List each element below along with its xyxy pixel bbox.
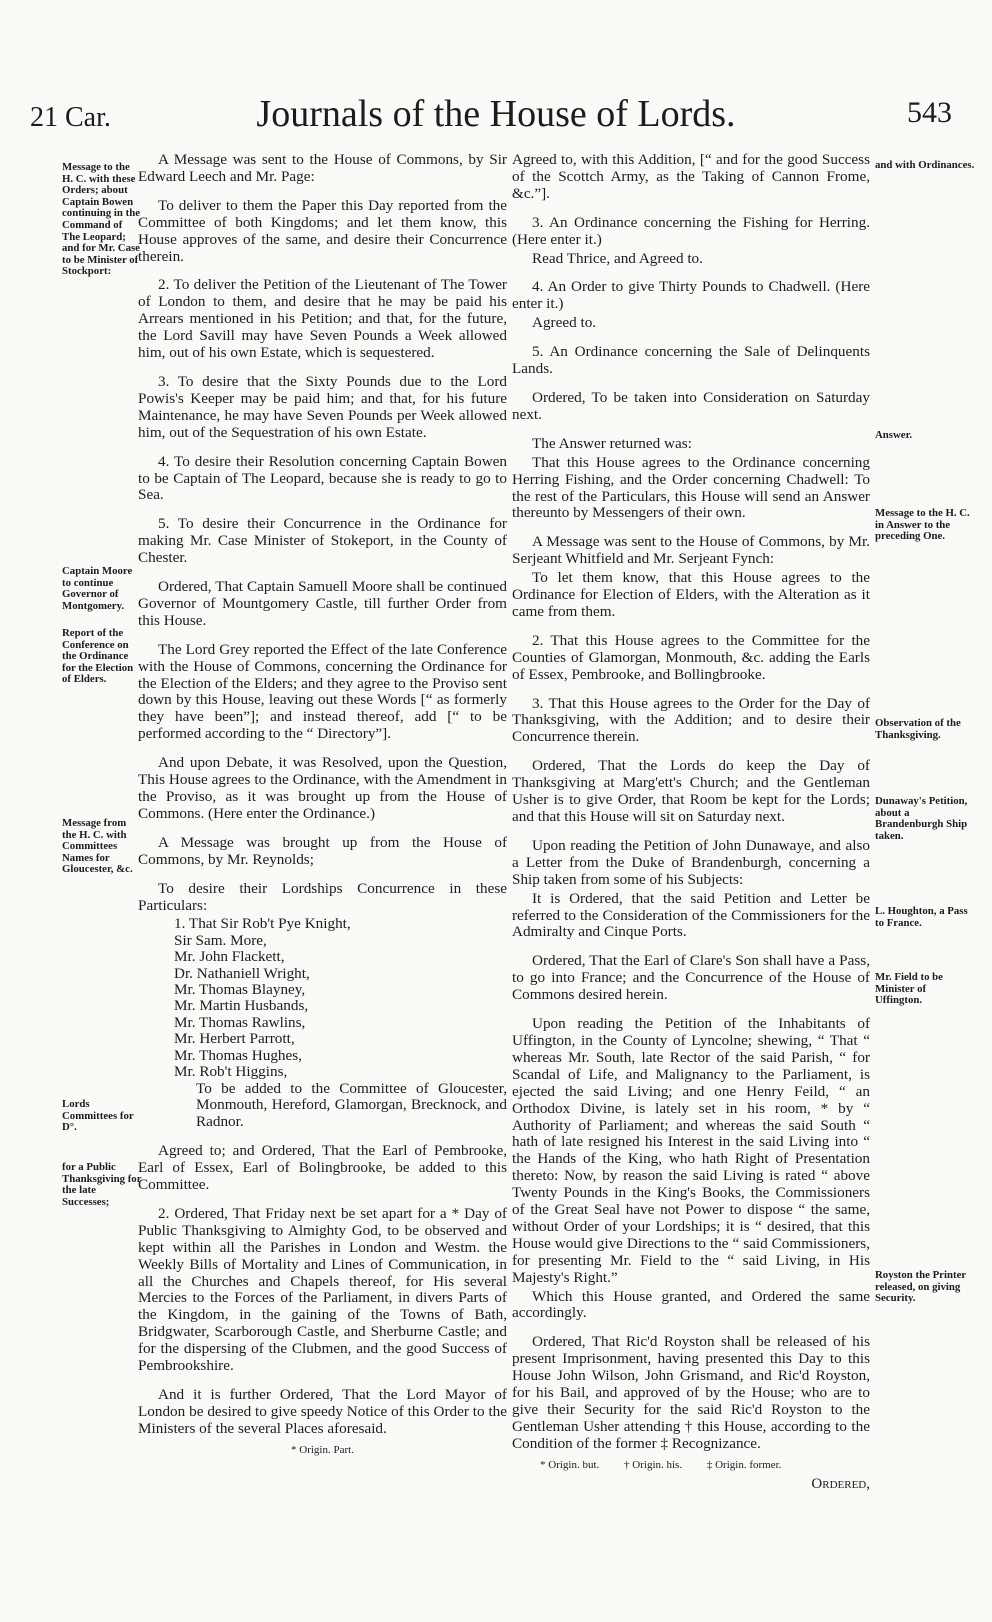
paragraph: A Message was sent to the House of Commons, by Sir Edward Leech and Mr. Page: bbox=[138, 151, 507, 185]
margin-note: Message to the H. C. with these Orders; about Captain Bowen continuing in the Command of The Leopard; and for Mr. Case to be Minister of Stockport: bbox=[62, 161, 140, 278]
margin-note: Answer. bbox=[875, 429, 913, 441]
catchword: Ordered, bbox=[811, 1475, 870, 1492]
page-title: Journals of the House of Lords. bbox=[256, 93, 736, 135]
paragraph: 2. To deliver the Petition of the Lieutenant of The Tower of London to them, and desire that he may be paid his Arrears mentioned in his Petition; and that, for the future, the Lord Savill may have Seven Pounds a Week allowed him, out of his own Estate, which is sequestered. bbox=[138, 276, 507, 362]
paragraph: A Message was sent to the House of Commons, by Mr. Serjeant Whitfield and Mr. Serjeant Fynch: bbox=[512, 533, 870, 568]
margin-note: Observation of the Thanksgiving. bbox=[875, 717, 961, 741]
paragraph: Agreed to; and Ordered, That the Earl of Pembrooke, Earl of Essex, Earl of Bolingbrooke, be added to this Committee. bbox=[138, 1142, 507, 1194]
paragraph: To let them know, that this House agrees to the Ordinance for Election of Elders, with the Alteration as it came from them. bbox=[512, 569, 870, 620]
paragraph: Ordered, That the Lords do keep the Day of Thanksgiving at Marg'ett's Church; and the Gentleman Usher is to give Order, that Room be kept for the Lords; and that this House will sit on Saturday next. bbox=[512, 757, 870, 825]
paragraph: And it is further Ordered, That the Lord Mayor of London be desired to give speedy Notice of this Order to the Ministers of the several Places aforesaid. bbox=[138, 1386, 507, 1437]
paragraph: 3. That this House agrees to the Order for the Day of Thanksgiving, with the Addition; and to desire their Concurrence therein. bbox=[512, 694, 870, 746]
paragraph: Ordered, To be taken into Consideration on Saturday next. bbox=[512, 388, 870, 423]
margin-note: Message from the H. C. with Committees Names for Gloucester, &c. bbox=[62, 817, 133, 876]
name-list-item: Mr. Thomas Hughes, bbox=[174, 1046, 302, 1064]
margin-note: Dunaway's Petition, about a Brandenburgh Ship taken. bbox=[875, 795, 968, 842]
footnotes bbox=[512, 1457, 870, 1474]
paragraph: Ordered, That Captain Samuell Moore shall be continued Governor of Mountgomery Castle, till further Order from this House. bbox=[138, 578, 507, 629]
footnote: * Origin. but. bbox=[540, 1458, 600, 1471]
paragraph: The Lord Grey reported the Effect of the late Conference with the House of Commons, concerning the Ordinance for the Election of the Elders; and they agree to the Proviso sent down by this House, leaving out these Words [“ as formerly they have been”]; and instead thereof, add [“ to be performed according to the “ Directory”]. bbox=[138, 640, 507, 743]
name-list-item: Mr. Thomas Rawlins, bbox=[174, 1013, 306, 1031]
name-list-item: Mr. John Flackett, bbox=[174, 948, 285, 966]
margin-note: Mr. Field to be Minister of Uffington. bbox=[875, 971, 943, 1007]
margin-note: Captain Moore to continue Governor of Montgomery. bbox=[62, 565, 133, 612]
paragraph: Which this House granted, and Ordered the same accordingly. bbox=[512, 1287, 870, 1322]
paragraph: 4. To desire their Resolution concerning Captain Bowen to be Captain of The Leopard, because she is ready to go to Sea. bbox=[138, 452, 507, 504]
paragraph: And upon Debate, it was Resolved, upon the Question, This House agrees to the Ordinance, with the Amendment in the Proviso, as it was brought up from the House of Commons. (Here enter the Ordinance.) bbox=[138, 754, 507, 822]
paragraph: The Answer returned was: bbox=[532, 434, 692, 452]
paragraph: That this House agrees to the Ordinance concerning Herring Fishing, and the Order concerning Chadwell: To the rest of the Particulars, this House will send an Answer thereunto by Messengers of their own. bbox=[512, 453, 870, 522]
name-list-item: Mr. Martin Husbands, bbox=[174, 997, 309, 1015]
footnote: † Origin. his. bbox=[624, 1458, 683, 1471]
margin-note: for a Public Thanksgiving for the late Successes; bbox=[62, 1161, 142, 1208]
paragraph: Read Thrice, and Agreed to. bbox=[532, 249, 703, 267]
paragraph: 3. An Ordinance concerning the Fishing for Herring. (Here enter it.) bbox=[512, 213, 870, 248]
paragraph: To be added to the Committee of Gloucester, Monmouth, Hereford, Glamorgan, Brecknock, and Radnor. bbox=[196, 1079, 507, 1131]
paragraph: To deliver to them the Paper this Day reported from the Committee of both Kingdoms; and let them know, this House approves of the same, and desire their Concurrence therein. bbox=[138, 196, 507, 265]
name-list-item: 1. That Sir Rob't Pye Knight, bbox=[174, 915, 351, 933]
paragraph: It is Ordered, that the said Petition and Letter be referred to the Consideration of the Commissioners for the Admiralty and Cinque Ports. bbox=[512, 889, 870, 941]
left-column bbox=[138, 152, 507, 1459]
paragraph: Agreed to, with this Addition, [“ and for the good Success of the Scottch Army, as the Taking of Cannon Frome, &c.”]. bbox=[512, 151, 870, 202]
paragraph: A Message was brought up from the House of Commons, by Mr. Reynolds; bbox=[138, 833, 507, 868]
paragraph: 5. To desire their Concurrence in the Ordinance for making Mr. Case Minister of Stokeport, in the County of Chester. bbox=[138, 515, 507, 567]
paragraph: Upon reading the Petition of the Inhabitants of Uffington, in the County of Lyncolne; shewing, “ That “ whereas Mr. South, late Rector of the said Parish, “ for Scandal of Life, and Malignancy to the Parliament, is ejected the said Living; and one Henry Feild, “ an Orthodox Divine, is lately set in his room, * by “ Authority of Parliament; and whereas the said South “ hath of late resigned his Interest in the said Living into “ the Hands of the King, who hath Right of Presentation thereto: Now, by reason the said Living is rated “ above Twenty Pounds in the King's Books, the Commissioners of the Great Seal have not Power to dispose “ the same, without Order of your Lordships; it is “ desired, that this House would give Directions to the “ said Commissioners, for presenting Mr. Field to the “ said Living, in His Majesty's Right.” bbox=[512, 1015, 870, 1286]
paragraph: Upon reading the Petition of John Dunawaye, and also a Letter from the Duke of Brandenburgh, concerning a Ship taken from some of his Subjects: bbox=[512, 836, 870, 888]
paragraph: Agreed to. bbox=[532, 314, 597, 332]
name-list-item: Mr. Thomas Blayney, bbox=[174, 981, 306, 999]
paragraph: 2. That this House agrees to the Committee for the Counties of Glamorgan, Monmouth, &c. adding the Earls of Essex, Pembrooke, and Bollingbrooke. bbox=[512, 631, 870, 683]
name-list-item: Mr. Rob't Higgins, bbox=[174, 1063, 288, 1081]
paragraph: Ordered, That the Earl of Clare's Son shall have a Pass, to go into France; and the Concurrence of the House of Commons desired herein. bbox=[512, 952, 870, 1004]
name-list-item: Dr. Nathaniell Wright, bbox=[174, 964, 310, 982]
footnote: * Origin. Part. bbox=[291, 1443, 354, 1456]
paragraph: 4. An Order to give Thirty Pounds to Chadwell. (Here enter it.) bbox=[512, 278, 870, 313]
margin-note: and with Ordinances. bbox=[875, 159, 975, 171]
paragraph: 3. To desire that the Sixty Pounds due to the Lord Powis's Keeper may be paid him; and that, for his future Maintenance, he may have Seven Pounds per Week allowed him, out of the Sequestration of his own Estate. bbox=[138, 372, 507, 441]
margin-note: L. Houghton, a Pass to France. bbox=[875, 905, 968, 929]
page-number: 543 bbox=[907, 96, 952, 129]
paragraph: Ordered, That Ric'd Royston shall be released of his present Imprisonment, having presented this Day to this House John Wilson, John Grismand, and Ric'd Royston, for his Bail, and approved of by the House; who are to give their Security for the said Ric'd Royston to the Gentleman Usher attending † this House, according to the Condition of the former ‡ Recognizance. bbox=[512, 1333, 870, 1452]
name-list-item: Sir Sam. More, bbox=[174, 931, 267, 949]
margin-note: Royston the Printer released, on giving Security. bbox=[875, 1269, 966, 1305]
name-list-item: Mr. Herbert Parrott, bbox=[174, 1030, 295, 1048]
margin-note: Message to the H. C. in Answer to the preceding One. bbox=[875, 507, 970, 543]
margin-note: Report of the Conference on the Ordinance for the Election of Elders. bbox=[62, 627, 134, 686]
page-header bbox=[0, 82, 992, 142]
paragraph: To desire their Lordships Concurrence in these Particulars: bbox=[138, 879, 507, 914]
reign-label: 21 Car. bbox=[30, 102, 111, 133]
paragraph: 2. Ordered, That Friday next be set apart for a * Day of Public Thanksgiving to Almighty God, to be observed and kept within all the Parishes in London and Westm. the Weekly Bills of Mortality and Lines of Communication, in all the Churches and Chapels thereof, for His several Mercies to the Forces of the Parliament, in divers Parts of the Kingdom, in the gaining of the Towns of Bath, Bridgwater, Scarborough Castle, and Sherburne Castle; and for the dispersing of the Clubmen, and the good Success of Pembrookshire. bbox=[138, 1204, 507, 1375]
margin-note: Lords Committees for D°. bbox=[62, 1098, 134, 1134]
right-column bbox=[512, 152, 870, 1493]
paragraph: 5. An Ordinance concerning the Sale of Delinquents Lands. bbox=[512, 343, 870, 378]
footnote: ‡ Origin. former. bbox=[706, 1458, 782, 1471]
